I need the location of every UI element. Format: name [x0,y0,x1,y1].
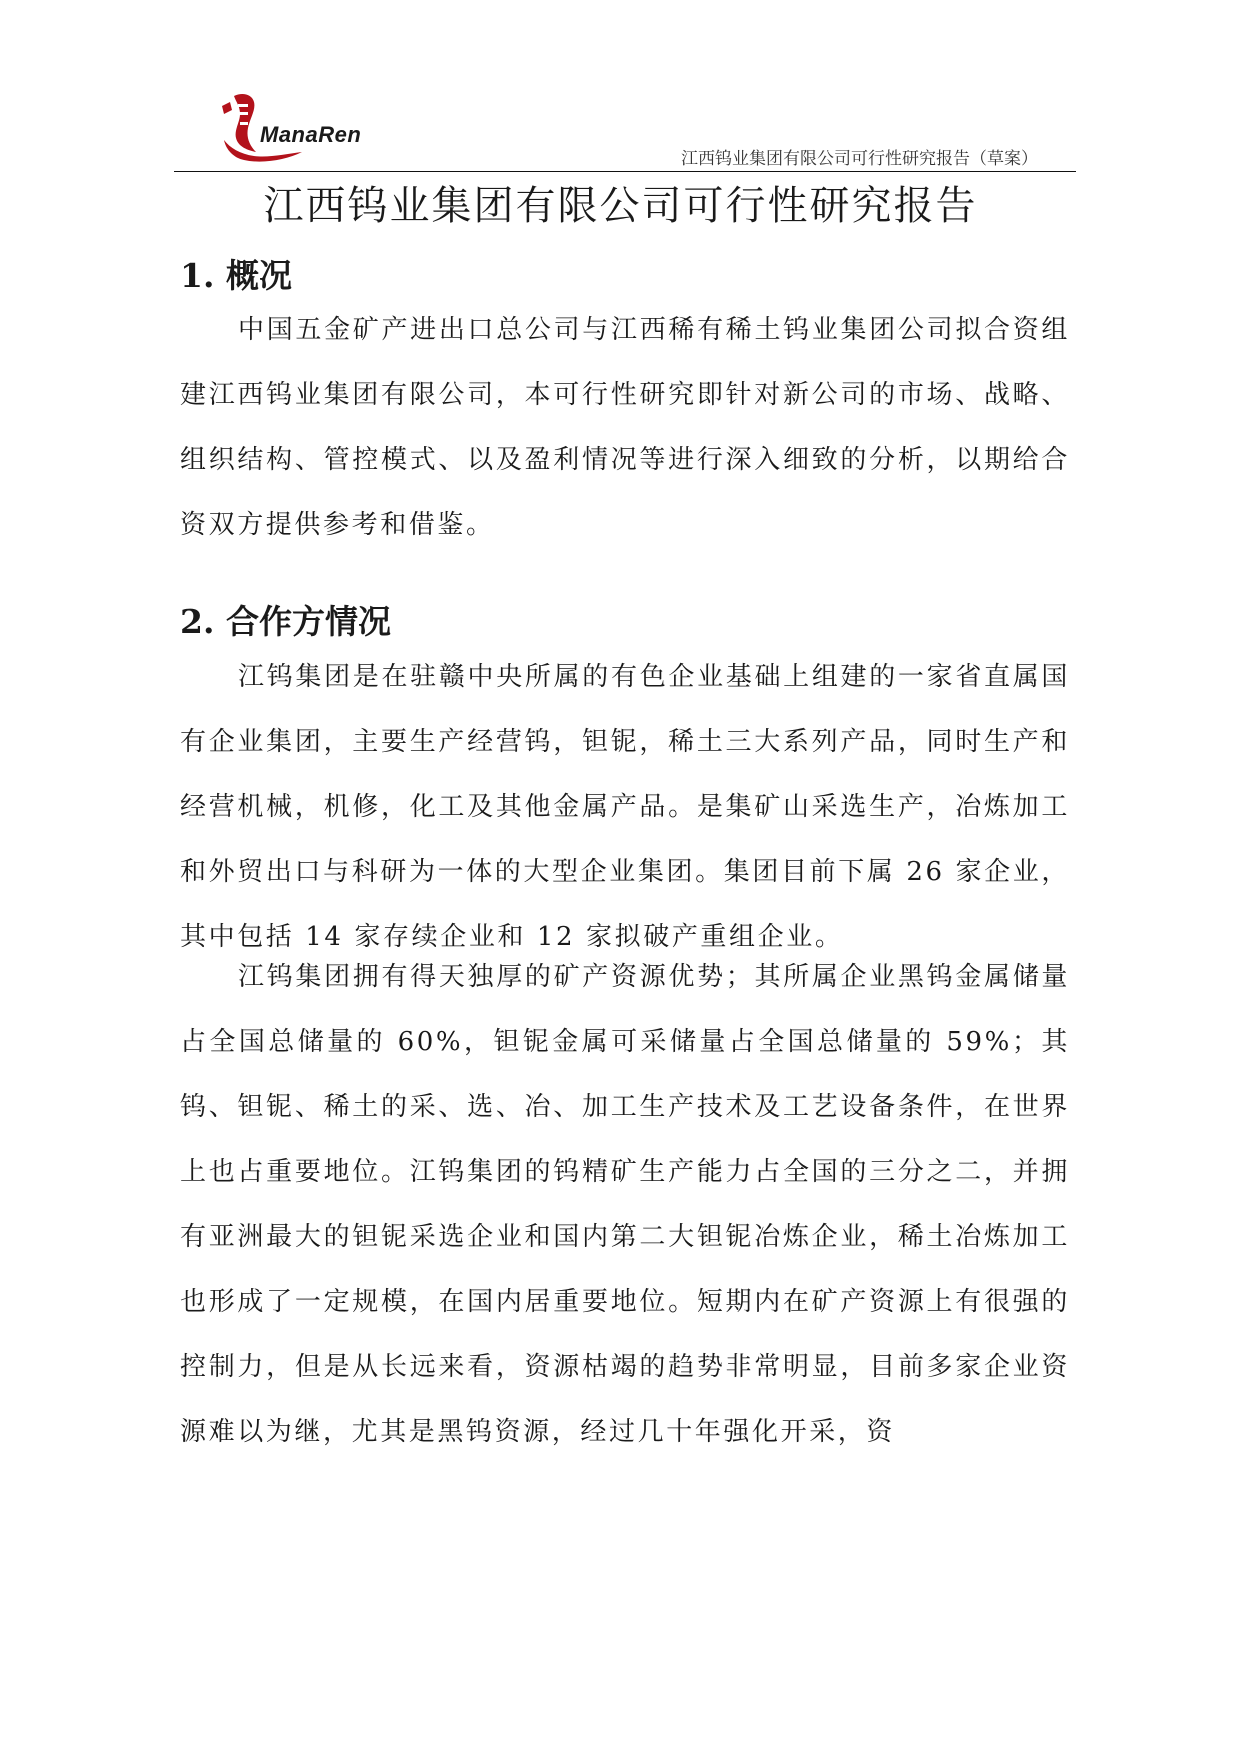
section-heading-overview: 1. 概况 [180,256,292,295]
logo-wordmark: ManaRen [260,122,362,147]
paragraph-partners-2: 江钨集团拥有得天独厚的矿产资源优势；其所属企业黑钨金属储量占全国总储量的 60%，钽铌金属可采储量占全国总储量的 59%；其钨、钽铌、稀土的采、选、冶、加工生产技术及工艺设备条件，在世界上也占重要地位。江钨集团的钨精矿生产能力占全国的三分之二，并拥有亚洲最大的钽铌采选企业和国内第二大钽铌冶炼企业，稀土冶炼加工也形成了一定规模，在国内居重要地位。短期内在矿产资源上有很强的控制力，但是从长远来看，资源枯竭的趋势非常明显，目前多家企业资源难以为继，尤其是黑钨资源，经过几十年强化开采，资 [180,962,1070,1447]
header-divider [174,171,1076,172]
section-heading-partners: 2. 合作方情况 [180,602,391,641]
running-header: 江西钨业集团有限公司可行性研究报告（草案） [681,149,1038,169]
page-header [174,78,1074,174]
paragraph-overview: 中国五金矿产进出口总公司与江西稀有稀土钨业集团公司拟合资组建江西钨业集团有限公司，本可行性研究即针对新公司的市场、战略、组织结构、管控模式、以及盈利情况等进行深入细致的分析，以期给合资双方提供参考和借鉴。 [180,315,1070,540]
document-title: 江西钨业集团有限公司可行性研究报告 [263,183,978,229]
manaren-logo [216,88,376,168]
paragraph-partners-1: 江钨集团是在驻赣中央所属的有色企业基础上组建的一家省直属国有企业集团，主要生产经营钨，钽铌，稀土三大系列产品，同时生产和经营机械，机修，化工及其他金属产品。是集矿山采选生产，冶炼加工和外贸出口与科研为一体的大型企业集团。集团目前下属 26 家企业，其中包括 14 家存续企业和 12 家拟破产重组企业。 [180,662,1070,952]
